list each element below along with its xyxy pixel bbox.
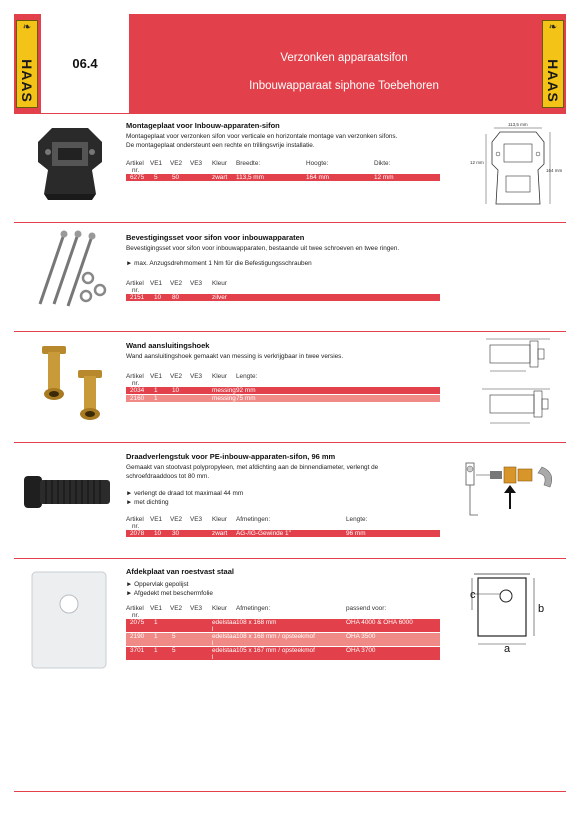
svg-text:113,5 mm: 113,5 mm	[508, 122, 528, 127]
length: 92 mm	[236, 387, 256, 394]
table-header	[126, 280, 440, 294]
dimensions: AG-/IG-Gewinde 1"	[236, 530, 291, 537]
table-row	[126, 633, 440, 647]
color: edelstaa l	[212, 647, 237, 661]
cover-plate-image	[28, 568, 110, 672]
bullet-text: verlengt de draad tot maximaal 44 mm	[134, 490, 244, 497]
column-header: Lengte:	[346, 516, 368, 523]
ve1: 1	[154, 647, 158, 654]
column-header: VE3	[190, 516, 203, 523]
column-header: Artikel	[126, 516, 144, 523]
description-line: Wand aansluitingshoek gemaakt van messing is verkrijgbaar in twee versies.	[126, 353, 344, 360]
section-description	[126, 463, 426, 481]
column-header: nr.	[132, 167, 140, 174]
length: 75 mm	[236, 395, 256, 402]
ve1: 1	[154, 619, 158, 626]
column-header: VE1	[150, 280, 163, 287]
article-table	[126, 605, 440, 661]
bird-icon: ❧	[548, 22, 558, 33]
fits-for: OHA 3500	[346, 633, 376, 640]
bullet-item: ► max. Anzugsdrehmoment 1 Nm für die Befestigungsschrauben	[126, 260, 312, 267]
color: edelstaa l	[212, 633, 237, 647]
article-number: 2034	[130, 387, 145, 394]
column-header: Kleur	[212, 280, 227, 287]
section-divider	[14, 558, 566, 559]
description-line: De montageplaat ondersteunt een rechte en trillingsvrije installatie.	[126, 142, 315, 149]
table-header	[126, 160, 440, 174]
column-header: VE3	[190, 373, 203, 380]
column-header: Lengte:	[236, 373, 258, 380]
thread-extension-image	[22, 470, 114, 514]
table-row	[126, 294, 440, 302]
section-description	[126, 132, 426, 150]
dimensions: 108 x 168 mm	[236, 619, 277, 626]
ve1: 1	[154, 395, 158, 402]
table-row	[126, 647, 440, 661]
wall-elbow-image	[32, 336, 112, 424]
column-header: VE1	[150, 516, 163, 523]
haas-logo-right	[542, 20, 564, 108]
article-number: 2075	[130, 619, 145, 626]
title-line-1: Verzonken apparaatsifon	[280, 52, 408, 64]
section-description	[126, 352, 426, 361]
description-line: Montageplaat voor verzonken sifon voor verticale en horizontale montage van verzonken sifons.	[126, 133, 398, 140]
table-header	[126, 605, 440, 619]
column-header: Hoogte:	[306, 160, 329, 167]
svg-text:b: b	[538, 603, 545, 615]
column-header: Artikel	[126, 280, 144, 287]
bullet-text: Afgedekt met beschermfolie	[133, 590, 213, 597]
bullet-text: met dichting	[134, 499, 169, 506]
ve1: 5	[154, 174, 158, 181]
width: 113,5 mm	[236, 174, 264, 181]
column-header: VE3	[190, 605, 203, 612]
column-header: VE2	[170, 373, 183, 380]
fits-for: OHA 3700	[346, 647, 376, 654]
column-header: Kleur	[212, 516, 227, 523]
column-header: Dikte:	[374, 160, 391, 167]
section-title: Bevestigingsset voor sifon voor inbouwapparaten	[126, 233, 305, 242]
column-header: Kleur	[212, 160, 227, 167]
section-bullets	[126, 259, 426, 268]
description-line: Bevestigingsset voor sifon voor inbouwapparaten, bestaande uit twee schroeven en twee ringen.	[126, 245, 400, 252]
logo-text: HAAS	[545, 59, 561, 103]
color: messing	[212, 395, 236, 402]
wall-elbow-drawing	[474, 333, 558, 433]
article-number: 3701	[130, 647, 145, 654]
article-table	[126, 160, 440, 182]
page-number: 06.4	[72, 56, 98, 71]
column-header: VE1	[150, 373, 163, 380]
thickness: 12 mm	[374, 174, 394, 181]
table-row	[126, 174, 440, 182]
ve1: 1	[154, 633, 158, 640]
title-line-2: Inbouwapparaat siphone Toebehoren	[249, 80, 439, 92]
section-divider	[14, 331, 566, 332]
page-title	[154, 44, 534, 100]
color: zwart	[212, 174, 228, 181]
mounting-plate-image	[30, 122, 110, 202]
column-header: VE2	[170, 605, 183, 612]
column-header: nr.	[132, 523, 140, 530]
color: messing	[212, 387, 236, 394]
column-header: nr.	[132, 612, 140, 619]
table-row	[126, 619, 440, 633]
section-title: Afdekplaat van roestvast staal	[126, 567, 234, 576]
table-row	[126, 395, 440, 403]
ve2: 30	[172, 530, 180, 537]
column-header: Kleur	[212, 373, 227, 380]
color: zwart	[212, 530, 228, 537]
article-table	[126, 516, 440, 538]
column-header: Afmetingen:	[236, 605, 271, 612]
ve1: 10	[154, 294, 162, 301]
column-header: Breedte:	[236, 160, 261, 167]
ve2: 5	[172, 647, 176, 654]
bullet-item: ► verlengt de draad tot maximaal 44 mm	[126, 490, 244, 497]
article-table	[126, 280, 440, 302]
page-bottom-divider	[14, 791, 566, 792]
ve2: 50	[172, 174, 180, 181]
bullet-item: ► Afgedekt met beschermfolie	[126, 590, 213, 597]
svg-text:c: c	[470, 589, 476, 601]
dimensions: 105 x 167 mm / opsteekmof	[236, 647, 315, 654]
section-divider	[14, 113, 566, 114]
table-row	[126, 387, 440, 395]
bullet-text: max. Anzugsdrehmoment 1 Nm für die Befestigungsschrauben	[134, 260, 312, 267]
column-header: VE2	[170, 280, 183, 287]
screw-set-image	[28, 230, 110, 310]
ve2: 10	[172, 387, 180, 394]
table-header	[126, 516, 440, 530]
table-header	[126, 373, 440, 387]
mounting-plate-drawing	[470, 120, 563, 210]
column-header: VE3	[190, 280, 203, 287]
section-title: Draadverlengstuk voor PE-inbouw-apparaten-sifon, 96 mm	[126, 452, 336, 461]
table-row	[126, 530, 440, 538]
dimensions: 108 x 168 mm / opsteekmof	[236, 633, 315, 640]
cover-plate-drawing	[466, 570, 556, 656]
bird-icon: ❧	[22, 22, 32, 33]
column-header: Afmetingen:	[236, 516, 271, 523]
ve2: 80	[172, 294, 180, 301]
logo-text: HAAS	[19, 59, 35, 103]
column-header: VE1	[150, 160, 163, 167]
article-number: 2160	[130, 395, 145, 402]
svg-text:a: a	[504, 643, 511, 655]
section-bullets	[126, 489, 426, 507]
column-header: nr.	[132, 287, 140, 294]
ve2: 5	[172, 633, 176, 640]
bullet-item: ► met dichting	[126, 499, 169, 506]
svg-text:164 mm: 164 mm	[546, 168, 563, 173]
description-line: schroefdraaddoos tot 80 mm.	[126, 473, 210, 480]
section-bullets	[126, 580, 426, 598]
column-header: Artikel	[126, 605, 144, 612]
haas-logo-left	[16, 20, 38, 108]
section-divider	[14, 442, 566, 443]
column-header: VE1	[150, 605, 163, 612]
fits-for: OHA 4000 & OHA 6000	[346, 619, 413, 626]
color: zilver	[212, 294, 227, 301]
section-title: Montageplaat voor Inbouw-apparaten-sifon	[126, 121, 280, 130]
article-number: 2151	[130, 294, 145, 301]
color: edelstaa l	[212, 619, 237, 633]
svg-text:12 mm: 12 mm	[470, 160, 484, 165]
column-header: passend voor:	[346, 605, 387, 612]
thread-extension-drawing	[460, 455, 564, 525]
bullet-item: ► Oppervlak gepolijst	[126, 581, 189, 588]
section-divider	[14, 222, 566, 223]
column-header: VE2	[170, 160, 183, 167]
column-header: VE3	[190, 160, 203, 167]
page-number-box	[40, 14, 130, 114]
column-header: Artikel	[126, 160, 144, 167]
ve1: 1	[154, 387, 158, 394]
page-header	[14, 14, 566, 114]
height: 164 mm	[306, 174, 330, 181]
bullet-text: Oppervlak gepolijst	[134, 581, 189, 588]
column-header: VE2	[170, 516, 183, 523]
article-number: 2190	[130, 633, 145, 640]
column-header: Artikel	[126, 373, 144, 380]
section-title: Wand aansluitingshoek	[126, 341, 210, 350]
description-line: Gemaakt van stootvast polypropyleen, met afdichting aan de binnendiameter, verlengt de	[126, 464, 379, 471]
article-table	[126, 373, 440, 403]
article-number: 2078	[130, 530, 145, 537]
section-description	[126, 244, 426, 253]
column-header: Kleur	[212, 605, 227, 612]
column-header: nr.	[132, 380, 140, 387]
length: 96 mm	[346, 530, 366, 537]
ve1: 10	[154, 530, 162, 537]
article-number: 6275	[130, 174, 145, 181]
